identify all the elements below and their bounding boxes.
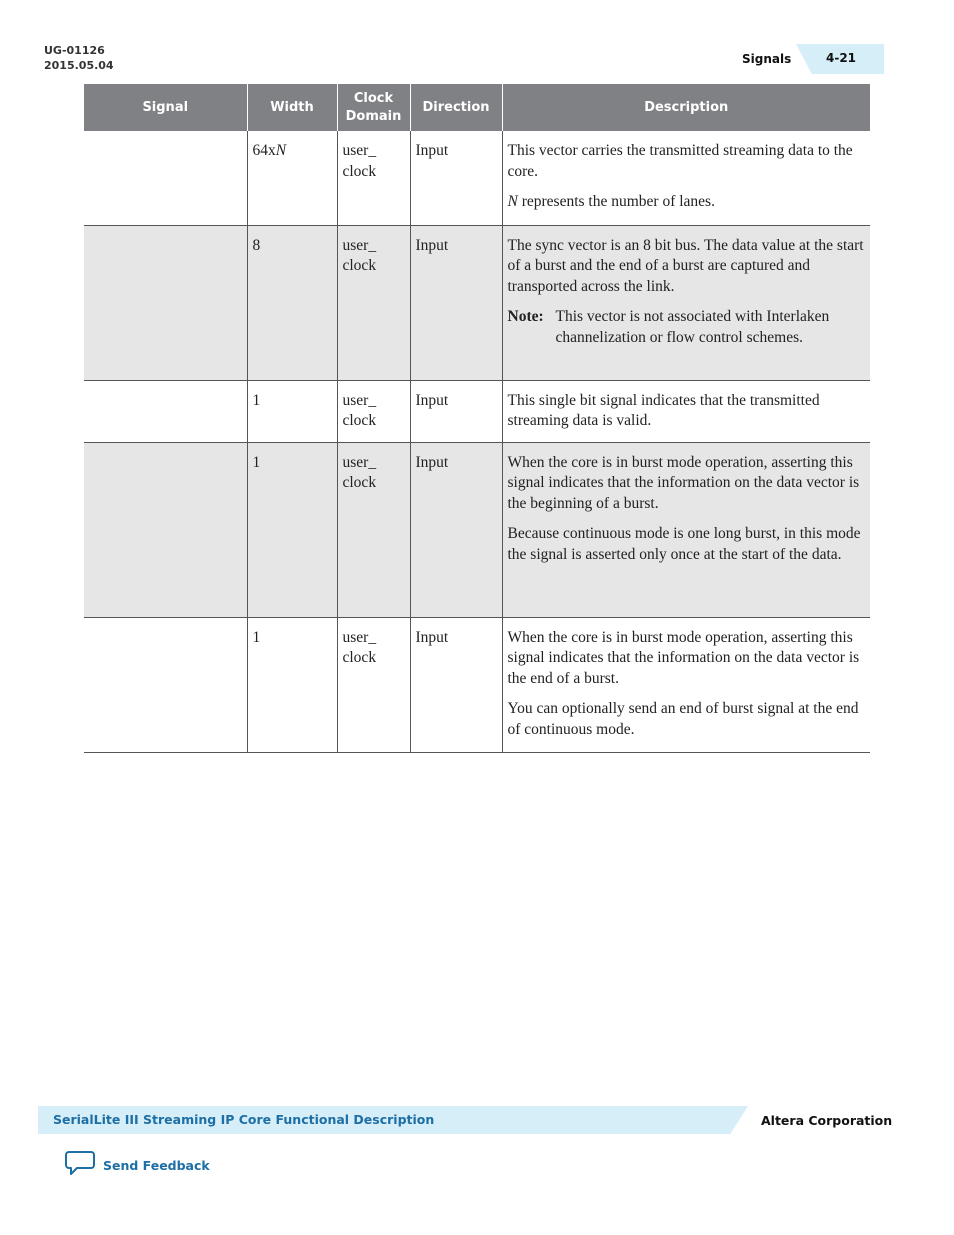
direction-cell: Input bbox=[410, 617, 502, 752]
column-header-direction: Direction bbox=[410, 84, 502, 131]
width-cell: 1 bbox=[247, 442, 337, 617]
signal-cell bbox=[84, 380, 247, 442]
send-feedback-label: Send Feedback bbox=[103, 1158, 210, 1173]
description-paragraph: When the core is in burst mode operation, asserting this signal indicates that the information on the data vector is the end of a burst. bbox=[507, 628, 860, 687]
page-number: 4-21 bbox=[826, 51, 857, 65]
table-row bbox=[84, 131, 870, 225]
signal-cell bbox=[84, 131, 247, 225]
note-text: This vector is not associated with Interlaken channelization or flow control schemes. bbox=[555, 308, 830, 346]
footer-chapter-title[interactable]: SerialLite III Streaming IP Core Functional Description bbox=[53, 1112, 435, 1127]
width-cell bbox=[247, 131, 337, 225]
column-header-signal: Signal bbox=[84, 84, 247, 131]
description-cell bbox=[502, 131, 870, 225]
table-row bbox=[84, 442, 870, 617]
header-section-title: Signals bbox=[742, 52, 792, 66]
clock-domain-cell: user_ clock bbox=[337, 442, 410, 617]
doc-id-block bbox=[44, 43, 114, 73]
clock-domain-cell: user_ clock bbox=[337, 131, 410, 225]
table-header-row bbox=[84, 84, 870, 131]
description-cell bbox=[502, 617, 870, 752]
description-paragraph: When the core is in burst mode operation, asserting this signal indicates that the information on the data vector is the beginning of a burst. bbox=[507, 453, 860, 512]
direction-cell: Input bbox=[410, 380, 502, 442]
description-paragraph: The sync vector is an 8 bit bus. The data value at the start of a burst and the end of a burst are captured and transported across the link. bbox=[507, 236, 864, 295]
note-label: Note: bbox=[507, 308, 544, 325]
table-row bbox=[84, 617, 870, 752]
direction-cell: Input bbox=[410, 442, 502, 617]
doc-date: 2015.05.04 bbox=[44, 59, 114, 72]
description-paragraph: This vector carries the transmitted streaming data to the core. bbox=[507, 142, 853, 180]
description-paragraph bbox=[508, 192, 866, 213]
width-value: 64x bbox=[252, 142, 276, 159]
description-variable: N bbox=[507, 193, 518, 210]
description-variable-text: represents the number of lanes. bbox=[517, 193, 715, 210]
speech-bubble-icon bbox=[65, 1150, 95, 1181]
table-row bbox=[84, 225, 870, 380]
description-paragraph: This single bit signal indicates that the transmitted streaming data is valid. bbox=[507, 391, 820, 429]
width-cell: 1 bbox=[247, 380, 337, 442]
note-block bbox=[508, 307, 866, 348]
signal-cell bbox=[84, 442, 247, 617]
width-cell: 8 bbox=[247, 225, 337, 380]
clock-domain-cell: user_ clock bbox=[337, 380, 410, 442]
description-paragraph: You can optionally send an end of burst signal at the end of continuous mode. bbox=[507, 700, 859, 738]
clock-domain-cell: user_ clock bbox=[337, 617, 410, 752]
column-header-width: Width bbox=[247, 84, 337, 131]
table-row bbox=[84, 380, 870, 442]
description-paragraph: Because continuous mode is one long burst, in this mode the signal is asserted only once at the start of the data. bbox=[507, 525, 861, 563]
width-cell: 1 bbox=[247, 617, 337, 752]
width-variable: N bbox=[275, 142, 287, 159]
direction-cell: Input bbox=[410, 225, 502, 380]
column-header-description: Description bbox=[502, 84, 870, 131]
clock-domain-cell: user_ clock bbox=[337, 225, 410, 380]
signal-cell bbox=[84, 617, 247, 752]
description-cell bbox=[502, 225, 870, 380]
description-cell bbox=[502, 380, 870, 442]
send-feedback-link[interactable] bbox=[65, 1150, 210, 1181]
description-cell bbox=[502, 442, 870, 617]
doc-id: UG-01126 bbox=[44, 44, 105, 57]
direction-cell: Input bbox=[410, 131, 502, 225]
signal-cell bbox=[84, 225, 247, 380]
column-header-clock-domain: Clock Domain bbox=[337, 84, 410, 131]
footer-company: Altera Corporation bbox=[761, 1113, 893, 1128]
signals-table bbox=[84, 84, 870, 753]
